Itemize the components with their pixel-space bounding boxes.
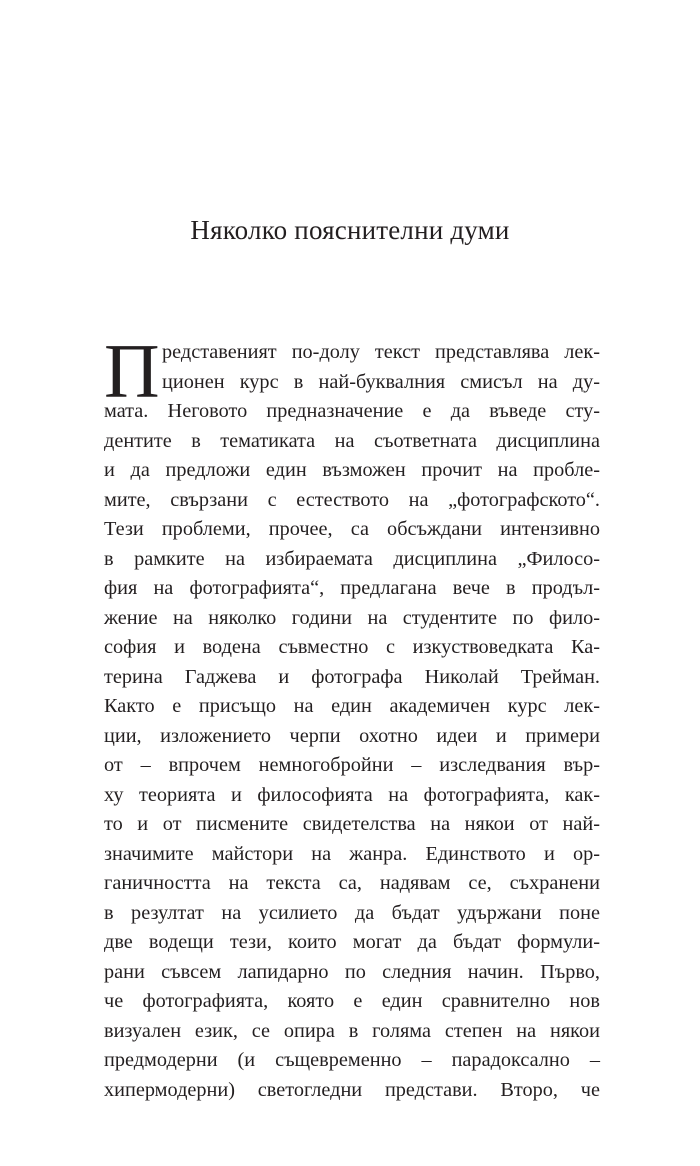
text-line: ции, изложението черпи охотно идеи и примери xyxy=(104,724,600,747)
text-line: хипермодерни) светогледни представи. Второ, че xyxy=(104,1078,600,1101)
text-line: визуален език, се опира в голяма степен на някои xyxy=(104,1019,600,1042)
text-line: че фотографията, която е един сравнително нов xyxy=(104,990,600,1012)
text-line: в рамките на избираемата дисциплина „Филосо- xyxy=(104,547,600,570)
text-line: мата. Неговото предназначение е да въведе сту- xyxy=(104,400,600,422)
text-line: редставеният по-долу текст представлява лек- xyxy=(162,341,600,363)
text-line: ху теорията и философията на фотографията, как- xyxy=(104,783,600,806)
text-line: от – впрочем немногобройни – изследвания вър- xyxy=(104,754,600,776)
text-line: значимите майстори на жанра. Единството и ор- xyxy=(104,842,600,865)
drop-cap: П xyxy=(104,328,160,414)
text-line: то и от писмените свидетелства на някои от най- xyxy=(104,813,600,835)
text-line: в резултат на усилието да бъдат удържани поне xyxy=(104,901,600,924)
text-line: предмодерни (и същевременно – парадоксално – xyxy=(104,1049,600,1071)
text-line: Тези проблеми, прочее, са обсъждани интензивно xyxy=(104,518,600,540)
text-line: мите, свързани с естеството на „фотографското“. xyxy=(104,488,600,511)
text-line: ционен курс в най-буквалния смисъл на ду- xyxy=(162,370,600,393)
text-line: рани съвсем лапидарно по следния начин. Първо, xyxy=(104,960,600,983)
chapter-heading: Няколко пояснителни думи xyxy=(190,215,510,245)
text-line: дентите в тематиката на съответната дисциплина xyxy=(104,429,600,452)
text-line: жение на няколко години на студентите по фило- xyxy=(104,606,600,629)
body-text xyxy=(104,328,600,1105)
text-line: Както е присъщо на един академичен курс лек- xyxy=(104,695,600,717)
text-line: и да предложи един възможен прочит на пробле- xyxy=(104,459,600,481)
text-line: фия на фотографията“, предлагана вече в продъл- xyxy=(104,577,600,599)
text-line: софия и водена съвместно с изкуствоведката Ка- xyxy=(104,636,600,658)
text-line: две водещи тези, които могат да бъдат формули- xyxy=(104,931,600,953)
text-line: терина Гаджева и фотографа Николай Трейман. xyxy=(104,665,600,688)
text-line: ганичността на текста са, надявам се, съхранени xyxy=(104,872,600,894)
